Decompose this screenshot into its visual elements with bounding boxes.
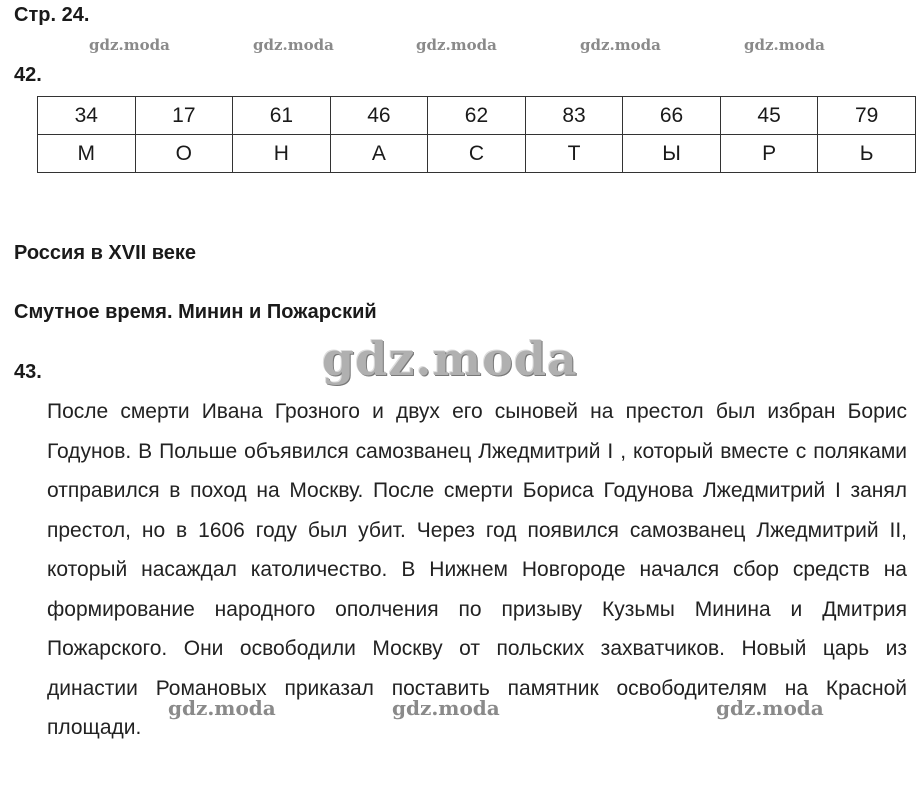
watermark: gdz.moda <box>580 36 661 54</box>
table-cell: 66 <box>623 97 721 135</box>
table-cell: 62 <box>428 97 526 135</box>
table-cell: С <box>428 135 526 173</box>
watermark: gdz.moda <box>744 36 825 54</box>
table-cell: Т <box>525 135 623 173</box>
watermark-large: gdz.moda <box>322 332 578 386</box>
watermark: gdz.moda <box>253 36 334 54</box>
table-cell: М <box>38 135 136 173</box>
task-43-number: 43. <box>14 361 42 383</box>
table-cell: Ы <box>623 135 721 173</box>
table-cell: 34 <box>38 97 136 135</box>
table-cell: О <box>135 135 233 173</box>
table-cell: Н <box>233 135 331 173</box>
table-cell: Р <box>720 135 818 173</box>
table-cell: 79 <box>818 97 916 135</box>
watermark: gdz.moda <box>716 696 824 720</box>
topic-title: Смутное время. Минин и Пожарский <box>14 301 377 323</box>
answer-paragraph: После смерти Ивана Грозного и двух его сыновей на престол был избран Борис Годунов. В Польше объявился самозванец Лжедмитрий I , который вместе с поляками отправился в поход на Москву. После смерти Бориса Годунова Лжедмитрий I занял престол, но в 1606 году был убит. Через год появился самозванец Лжедмитрий II, который насаждал католичество. В Нижнем Новгороде начался сбор средств на формирование народного ополчения по призыву Кузьмы Минина и Дмитрия Пожарского. Они освободили Москву от польских захватчиков. Новый царь из династии Романовых приказал поставить памятник освободителям на Красной площади. <box>47 400 907 739</box>
page-reference: Стр. 24. <box>14 4 90 26</box>
letters-row <box>38 135 916 173</box>
table-cell: 46 <box>330 97 428 135</box>
table-cell: 61 <box>233 97 331 135</box>
watermark: gdz.moda <box>416 36 497 54</box>
cipher-table <box>37 96 916 173</box>
table-cell: 17 <box>135 97 233 135</box>
watermark: gdz.moda <box>392 696 500 720</box>
table-cell: А <box>330 135 428 173</box>
section-title: Россия в XVII веке <box>14 242 197 264</box>
table-cell: 45 <box>720 97 818 135</box>
table-cell: 83 <box>525 97 623 135</box>
numbers-row <box>38 97 916 135</box>
task-42-number: 42. <box>14 64 42 86</box>
watermark: gdz.moda <box>168 696 276 720</box>
table-cell: Ь <box>818 135 916 173</box>
watermark: gdz.moda <box>89 36 170 54</box>
